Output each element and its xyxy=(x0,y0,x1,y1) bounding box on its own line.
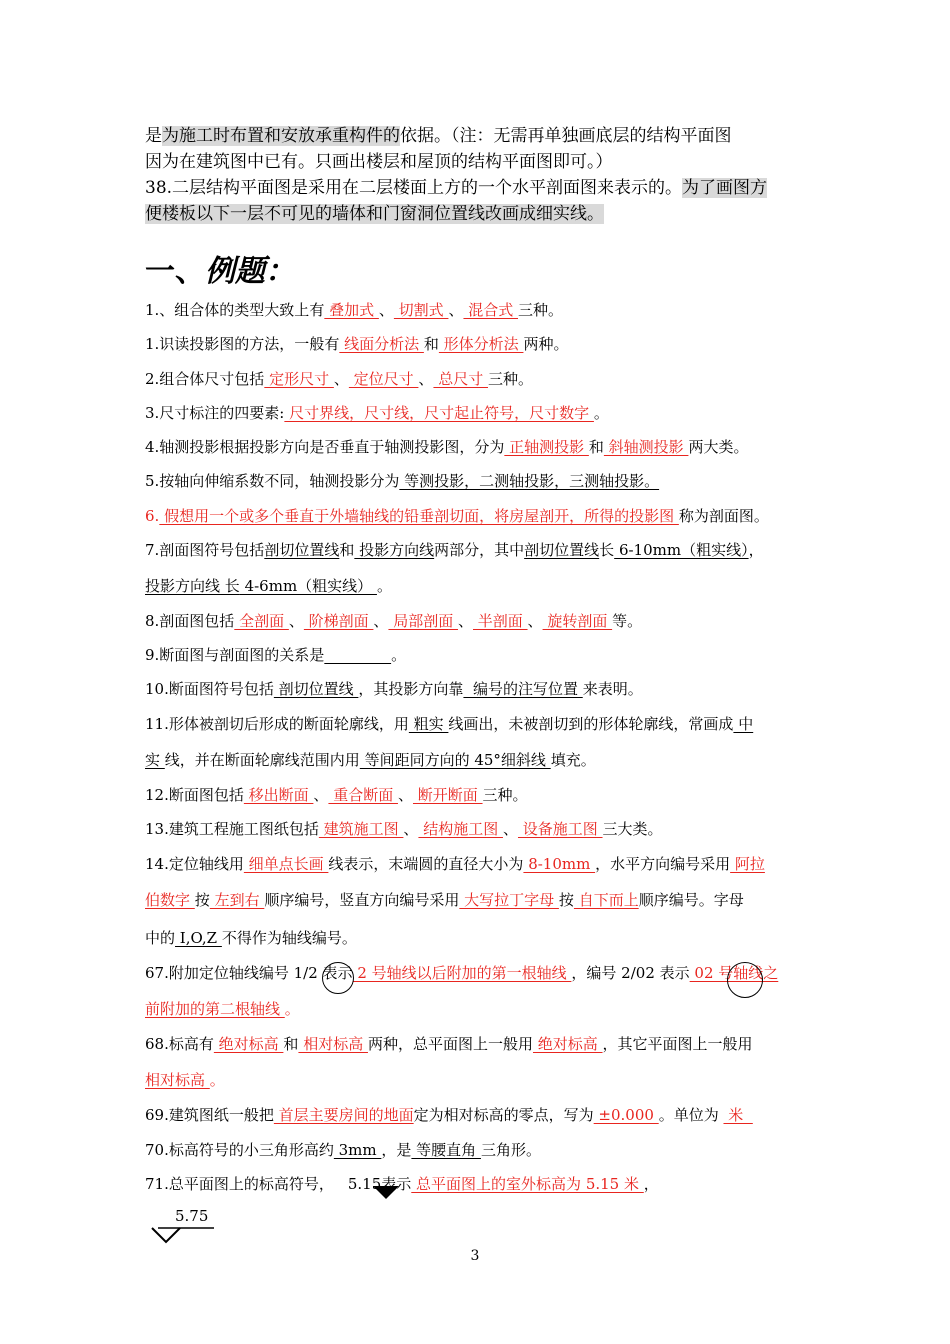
question-1: 1.、组合体的类型大致上有 叠加式 、 切割式 、 混合式 三种。 xyxy=(145,301,564,319)
heading-number: 一、 xyxy=(145,254,205,289)
answer: 自下而上 xyxy=(573,891,639,909)
answer: 叠加式 xyxy=(324,301,379,319)
answer: 中 xyxy=(733,715,754,733)
answer: 局部剖面 xyxy=(388,612,458,630)
text: 是 xyxy=(145,126,162,146)
answer: 实 xyxy=(145,751,165,769)
answer: 伯数字 xyxy=(145,891,195,909)
question-10: 9.断面图与剖面图的关系是 。 xyxy=(145,646,407,664)
question-15: 14.定位轴线用 细单点长画 线表示，末端圆的直径大小为 8-10mm ，水平方向编号采用 阿拉 xyxy=(145,855,765,873)
answer: 半剖面 xyxy=(473,612,528,630)
answer: 投影方向线 xyxy=(145,577,221,595)
answer: 断开断面 xyxy=(412,786,483,804)
axis-circle-icon xyxy=(322,962,354,994)
answer: 等间距同方向的 45°细斜线 xyxy=(359,751,551,769)
answer: 设备施工图 xyxy=(517,820,603,838)
question-3: 2.组合体尺寸包括 定形尺寸 、 定位尺寸 、 总尺寸 三种。 xyxy=(145,370,533,388)
intro-line-1 xyxy=(145,124,825,148)
answer: 混合式 xyxy=(463,301,518,319)
answer: 左到右 xyxy=(209,891,265,909)
question-11: 10.断面图符号包括 剖切位置线 ，其投影方向靠 编号的注写位置 来表明。 xyxy=(145,680,643,698)
elevation-triangle-icon xyxy=(373,1186,399,1199)
question-8-cont: 投影方向线 长 4-6mm（粗实线） 。 xyxy=(145,577,392,595)
question-12: 11.形体被剖切后形成的断面轮廓线，用 粗实 线画出，未被剖切到的形体轮廓线，常画成 中 xyxy=(145,715,754,733)
answer: 线面分析法 xyxy=(339,335,424,353)
question-8: 7.剖面图符号包括剖切位置线和 投影方向线两部分，其中剖切位置线长 6-10mm（粗实线）， xyxy=(145,541,764,559)
question-2: 1.识读投影图的方法，一般有 线面分析法 和 形体分析法 两种。 xyxy=(145,335,569,353)
answer: 全剖面 xyxy=(234,612,289,630)
answer: 等腰直角 xyxy=(411,1141,481,1159)
answer: 相对标高 xyxy=(145,1071,210,1089)
question-20: 71.总平面图上的标高符号， 5.15表示 总平面图上的室外标高为 5.15 米 ， xyxy=(145,1175,659,1193)
question-16: 67.附加定位轴线编号 1/2 表示 2 号轴线以后附加的第一根轴线 ，编号 2/02 表示 02 号轴线之 xyxy=(145,964,779,982)
answer: 剖切位置线 xyxy=(273,680,359,698)
page-number: 3 xyxy=(470,1248,480,1264)
question-19: 70.标高符号的小三角形高约 3mm ，是 等腰直角 三角形。 xyxy=(145,1141,541,1159)
text: 依据。（注：无需再单独画底层的结构平面图 xyxy=(400,126,732,146)
question-9: 8.剖面图包括 全剖面 、 阶梯剖面 、 局部剖面 、 半剖面 、 旋转剖面 等。 xyxy=(145,612,643,630)
answer: 斜轴测投影 xyxy=(603,438,689,456)
answer: 02 号轴线之 xyxy=(689,964,779,982)
answer: 阶梯剖面 xyxy=(303,612,374,630)
answer: 剖切位置线 xyxy=(524,541,600,559)
answer: 重合断面 xyxy=(328,786,398,804)
answer: ±0.000 xyxy=(593,1106,659,1124)
elevation-label: 5.75 xyxy=(175,1207,209,1225)
question-17: 68.标高有 绝对标高 和 相对标高 两种，总平面图上一般用 绝对标高 ，其它平面图上一般用 xyxy=(145,1035,753,1053)
question-7: 6. 假想用一个或多个垂直于外墙轴线的铅垂剖切面，将房屋剖开，所得的投影图 称为剖面图。 xyxy=(145,507,769,525)
heading-text: 例题： xyxy=(205,254,295,289)
text: 38.二层结构平面图是采用在二层楼面上方的一个水平剖面图来表示的。 xyxy=(145,178,683,198)
blank-line xyxy=(324,646,391,664)
answer: 4-6mm（粗实线） xyxy=(239,577,377,595)
answer: I,O,Z xyxy=(175,929,222,947)
answer: 相对标高 xyxy=(298,1035,368,1053)
elevation-value: 5.15 xyxy=(347,1175,382,1193)
answer: 等测投影，二测轴投影，三测轴投影。 xyxy=(399,472,660,490)
answer: 粗实 xyxy=(408,715,449,733)
answer: 假想用一个或多个垂直于外墙轴线的铅垂剖切面，将房屋剖开，所得的投影图 xyxy=(159,507,679,525)
question-18: 69.建筑图纸一般把 首层主要房间的地面定为相对标高的零点，写为 ±0.000 。单位为 米 xyxy=(145,1106,753,1124)
answer: 细单点长画 xyxy=(243,855,329,873)
answer: 尺寸界线，尺寸线，尺寸起止符号，尺寸数字 xyxy=(284,404,594,422)
section-heading xyxy=(145,250,295,294)
highlighted-text: 为施工时布置和安放承重构件的 xyxy=(162,126,400,146)
answer: 前附加的第二根轴线 xyxy=(145,1000,285,1018)
intro-line-2: 因为在建筑图中已有。只画出楼层和屋顶的结构平面图即可。） xyxy=(145,152,613,172)
answer: 阿拉 xyxy=(730,855,765,873)
intro-line-4 xyxy=(145,202,825,226)
answer: 米 xyxy=(723,1106,753,1124)
question-4: 3.尺寸标注的四要素: 尺寸界线，尺寸线，尺寸起止符号，尺寸数字 。 xyxy=(145,404,609,422)
question-5: 4.轴测投影根据投影方向是否垂直于轴测投影图，分为 正轴测投影 和 斜轴测投影 两大类。 xyxy=(145,438,749,456)
answer: 投影方向线 xyxy=(354,541,435,559)
answer: 6-10mm（粗实线） xyxy=(614,541,749,559)
question-13: 12.断面图包括 移出断面 、 重合断面 、 断开断面 三种。 xyxy=(145,786,528,804)
answer: 旋转剖面 xyxy=(542,612,613,630)
answer: 总尺寸 xyxy=(433,370,488,388)
question-15-cont2: 中的 I,O,Z 不得作为轴线编号。 xyxy=(145,929,357,947)
question-6: 5.按轴向伸缩系数不同，轴测投影分为 等测投影，二测轴投影，三测轴投影。 xyxy=(145,472,660,490)
answer: 结构施工图 xyxy=(418,820,503,838)
answer: 定形尺寸 xyxy=(264,370,334,388)
answer: 8-10mm xyxy=(523,855,596,873)
answer: 绝对标高 xyxy=(213,1035,284,1053)
answer: 正轴测投影 xyxy=(504,438,589,456)
answer: 切割式 xyxy=(393,301,449,319)
highlighted-text: 便楼板以下一层不可见的墙体和门窗洞位置线改画成细实线。 xyxy=(145,204,604,224)
answer: 移出断面 xyxy=(243,786,314,804)
elevation-triangle-outline-icon xyxy=(152,1228,180,1242)
highlighted-text: 为了画图方 xyxy=(682,178,768,198)
answer: 建筑施工图 xyxy=(318,820,404,838)
answer: 形体分析法 xyxy=(438,335,524,353)
answer: 首层主要房间的地面 xyxy=(273,1106,414,1124)
answer: 2 号轴线以后附加的第一根轴线 xyxy=(352,964,572,982)
elevation-symbol xyxy=(150,1205,220,1245)
answer: 3mm xyxy=(333,1141,382,1159)
question-12-cont: 实 线，并在断面轮廓线范围内用 等间距同方向的 45°细斜线 填充。 xyxy=(145,751,596,769)
question-14: 13.建筑工程施工图纸包括 建筑施工图 、 结构施工图 、 设备施工图 三大类。 xyxy=(145,820,663,838)
axis-circle-icon xyxy=(727,962,763,998)
answer: 剖切位置线 xyxy=(264,541,340,559)
question-17-cont: 相对标高 。 xyxy=(145,1071,225,1089)
intro-line-3 xyxy=(145,176,825,200)
answer: 定位尺寸 xyxy=(348,370,419,388)
answer: 大写拉丁字母 xyxy=(459,891,559,909)
question-15-cont: 伯数字 按 左到右 顺序编号，竖直方向编号采用 大写拉丁字母 按 自下而上顺序编号。字母 xyxy=(145,891,744,909)
answer: 绝对标高 xyxy=(532,1035,603,1053)
answer: 总平面图上的室外标高为 5.15 米 xyxy=(411,1175,644,1193)
answer: 编号的注写位置 xyxy=(463,680,583,698)
question-16-cont: 前附加的第二根轴线 。 xyxy=(145,1000,300,1018)
